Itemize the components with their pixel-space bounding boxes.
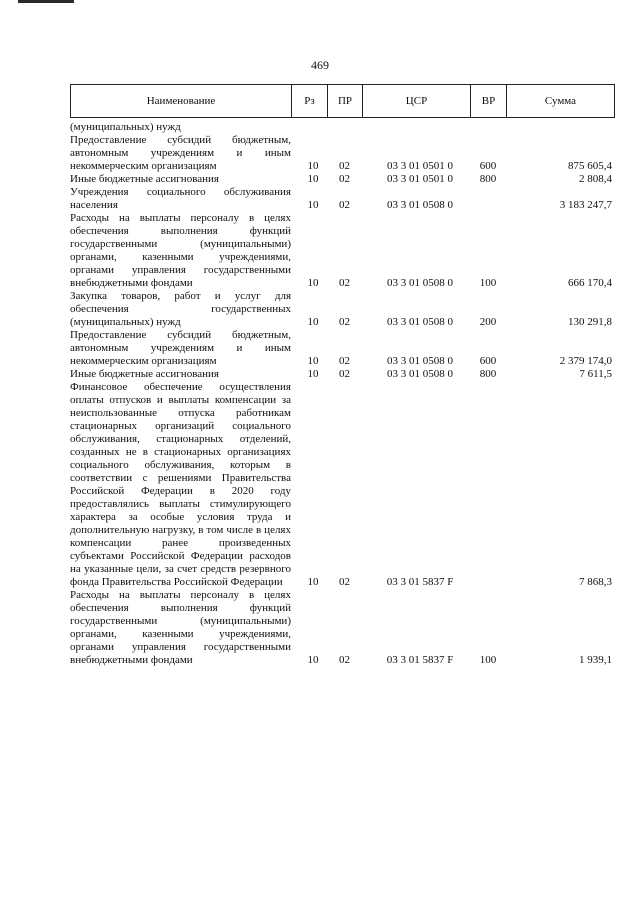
row-sum: 2 379 174,0 bbox=[559, 355, 612, 367]
scan-edge-mark bbox=[18, 0, 74, 3]
header-rz: Рз bbox=[292, 85, 328, 118]
row-vr: 200 bbox=[479, 316, 497, 328]
row-name: Расходы на выплаты персоналу в целях обеспечения выполнения функций государственными (муниципальными) органами, казенными учреждениями, органами управления государственными внебюджетными фондами bbox=[70, 589, 291, 666]
table-row bbox=[70, 290, 614, 329]
table-header bbox=[70, 84, 615, 118]
header-pr: ПР bbox=[328, 85, 363, 118]
table-row bbox=[70, 186, 614, 212]
row-csr: 03 3 01 0501 0 bbox=[387, 173, 453, 185]
row-name: Предоставление субсидий бюджетным, автономным учреждениям и иным некоммерческим организациям bbox=[70, 329, 291, 367]
row-csr: 03 3 01 5837 F bbox=[386, 576, 454, 588]
table-row bbox=[70, 173, 614, 186]
row-sum: 7 611,5 bbox=[579, 368, 612, 380]
row-pr: 02 bbox=[339, 199, 350, 211]
row-pr: 02 bbox=[339, 576, 350, 588]
row-vr: 800 bbox=[479, 173, 497, 185]
row-csr: 03 3 01 0508 0 bbox=[387, 355, 453, 367]
table-row bbox=[70, 329, 614, 368]
row-vr: 100 bbox=[479, 277, 497, 289]
row-vr: 600 bbox=[479, 355, 497, 367]
row-sum: 3 183 247,7 bbox=[559, 199, 612, 211]
row-rz: 10 bbox=[307, 277, 319, 289]
row-rz: 10 bbox=[307, 576, 319, 588]
row-pr: 02 bbox=[339, 277, 350, 289]
row-pr: 02 bbox=[339, 160, 350, 172]
header-sum: Сумма bbox=[507, 85, 615, 118]
row-csr: 03 3 01 5837 F bbox=[386, 654, 454, 666]
row-rz: 10 bbox=[307, 654, 319, 666]
row-name: Финансовое обеспечение осуществления оплаты отпусков и выплаты компенсации за неиспользованные отпуска работникам стационарных организаций социального обслуживания, стационарных отделений, созданных не в стационарных организациях социального обслуживания, которым в соответствии с решениями Правительства Российской Федерации в 2020 году предоставлялись выплаты стимулирующего характера за особые условия труда и дополнительную нагрузку, в том числе в целях компенсации ранее произведенных субъектами Российской Федерации расходов на указанные цели, за счет средств резервного фонда Правительства Российской Федерации bbox=[70, 381, 291, 588]
row-vr: 600 bbox=[479, 160, 497, 172]
row-name: Иные бюджетные ассигнования bbox=[70, 368, 219, 380]
row-rz: 10 bbox=[307, 355, 319, 367]
row-name: Закупка товаров, работ и услуг для обеспечения государственных (муниципальных) нужд bbox=[70, 290, 291, 328]
row-csr: 03 3 01 0508 0 bbox=[387, 199, 453, 211]
row-name: Предоставление субсидий бюджетным, автономным учреждениям и иным некоммерческим организациям bbox=[70, 134, 291, 172]
table-row bbox=[70, 121, 614, 134]
row-csr: 03 3 01 0501 0 bbox=[387, 160, 453, 172]
row-csr: 03 3 01 0508 0 bbox=[387, 368, 453, 380]
row-rz: 10 bbox=[307, 316, 319, 328]
row-sum: 666 170,4 bbox=[568, 277, 612, 289]
row-pr: 02 bbox=[339, 654, 350, 666]
row-sum: 875 605,4 bbox=[568, 160, 612, 172]
row-pr: 02 bbox=[339, 316, 350, 328]
table-row bbox=[70, 212, 614, 290]
row-csr: 03 3 01 0508 0 bbox=[387, 277, 453, 289]
row-name: Расходы на выплаты персоналу в целях обеспечения выполнения функций государственными (муниципальными) органами, казенными учреждениями, органами управления государственными внебюджетными фондами bbox=[70, 212, 291, 289]
row-rz: 10 bbox=[307, 199, 319, 211]
header-vr: ВР bbox=[471, 85, 507, 118]
row-rz: 10 bbox=[307, 368, 319, 380]
row-name: Учреждения социального обслуживания населения bbox=[70, 186, 291, 211]
row-pr: 02 bbox=[339, 368, 350, 380]
row-rz: 10 bbox=[307, 173, 319, 185]
table-row bbox=[70, 381, 614, 589]
page-number: 469 bbox=[311, 58, 329, 72]
row-name: (муниципальных) нужд bbox=[70, 121, 181, 133]
table-row bbox=[70, 589, 614, 667]
table-row bbox=[70, 134, 614, 173]
table-row bbox=[70, 368, 614, 381]
row-sum: 2 808,4 bbox=[579, 173, 612, 185]
table-body bbox=[70, 121, 614, 667]
row-rz: 10 bbox=[307, 160, 319, 172]
row-vr: 100 bbox=[479, 654, 497, 666]
row-sum: 7 868,3 bbox=[579, 576, 612, 588]
row-name: Иные бюджетные ассигнования bbox=[70, 173, 219, 185]
header-csr: ЦСР bbox=[363, 85, 471, 118]
row-sum: 130 291,8 bbox=[568, 316, 612, 328]
row-pr: 02 bbox=[339, 355, 350, 367]
row-pr: 02 bbox=[339, 173, 350, 185]
row-csr: 03 3 01 0508 0 bbox=[387, 316, 453, 328]
row-sum: 1 939,1 bbox=[579, 654, 612, 666]
row-vr: 800 bbox=[479, 368, 497, 380]
header-name: Наименование bbox=[71, 85, 292, 118]
